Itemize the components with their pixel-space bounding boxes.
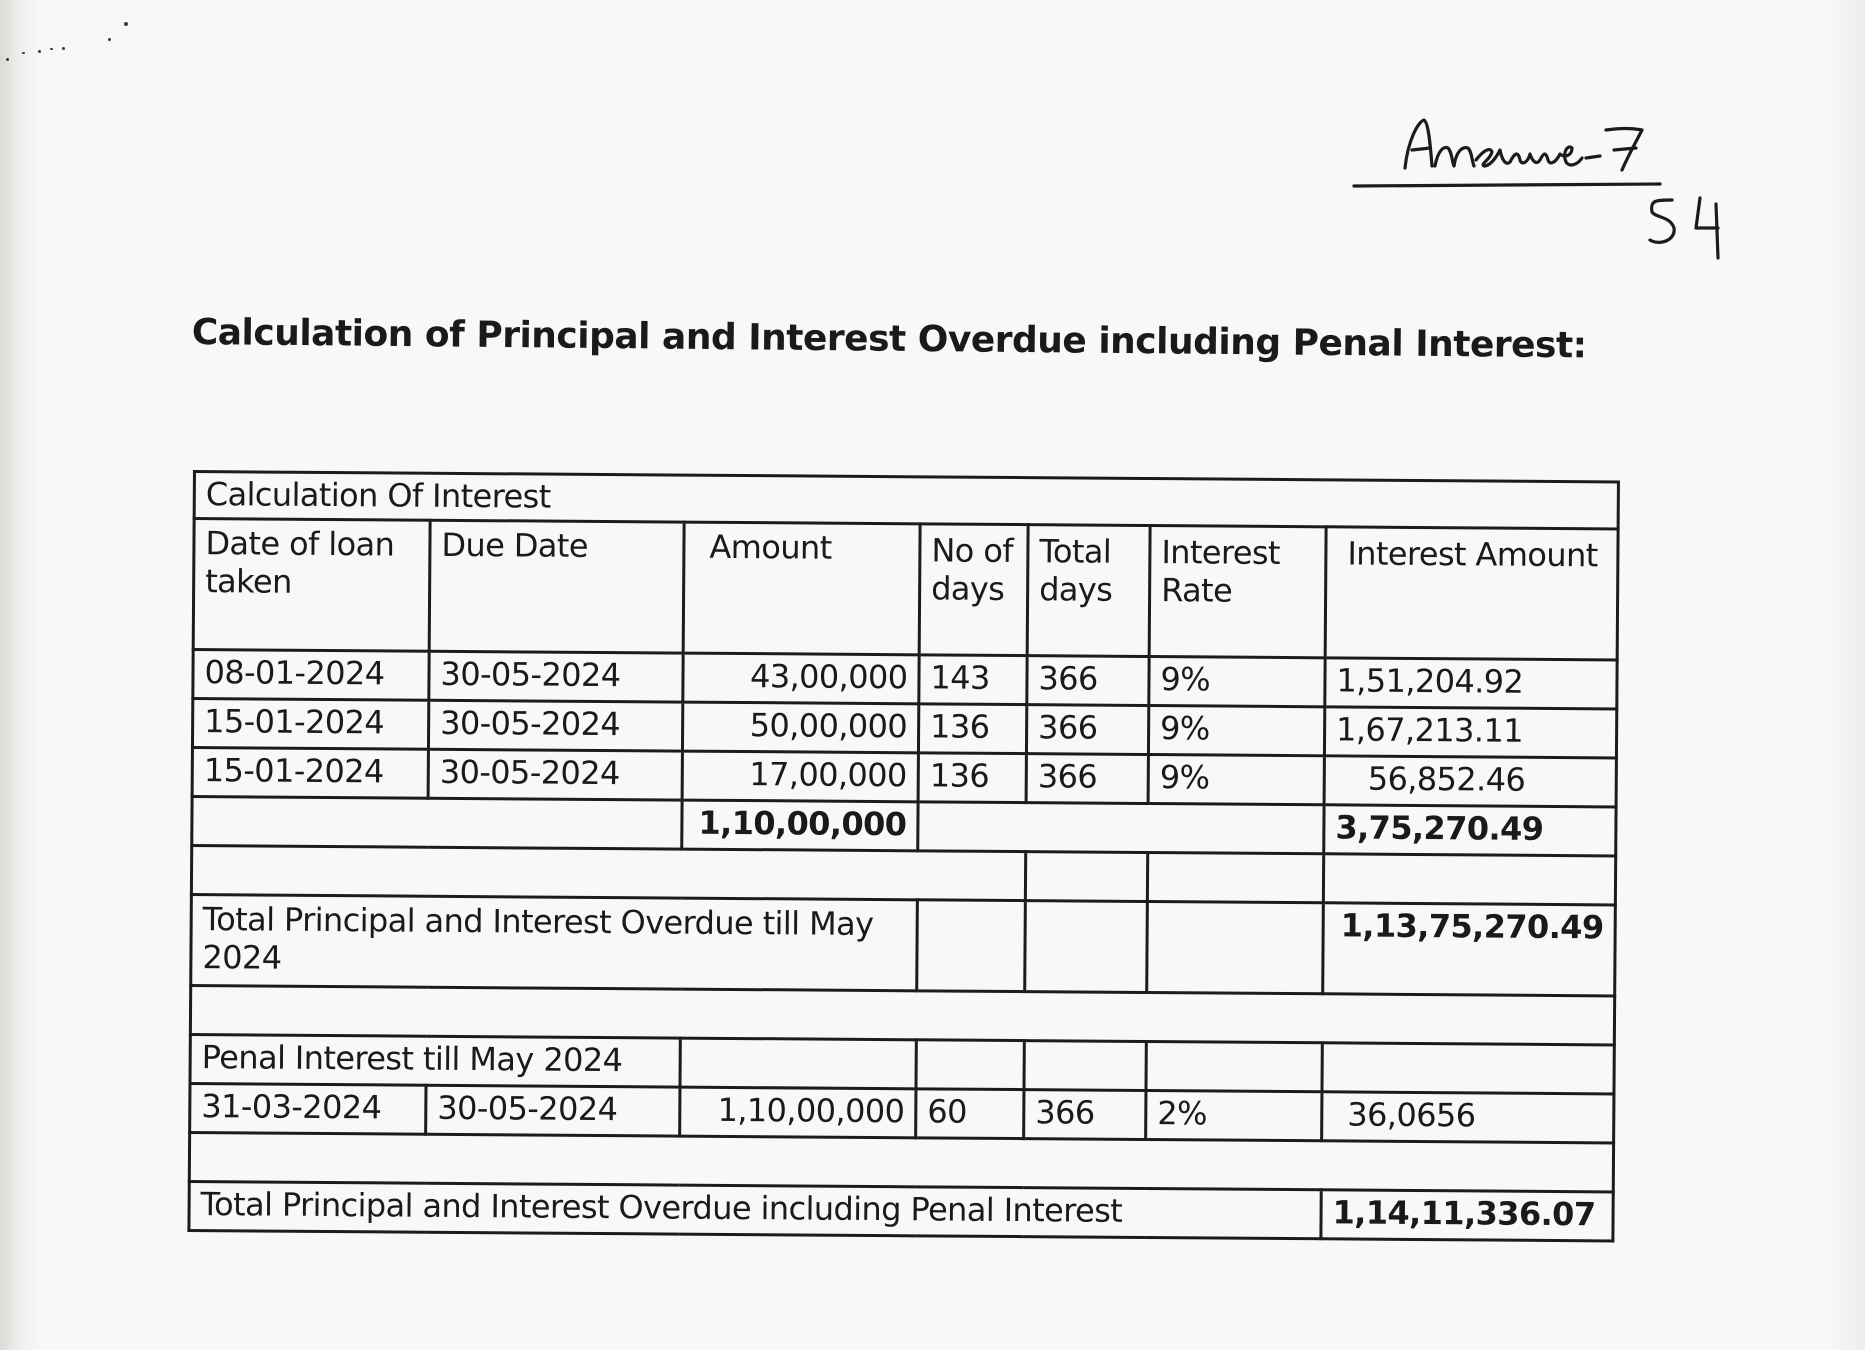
header-interest-rate: Interest Rate — [1149, 526, 1326, 658]
header-total-days: Total days — [1027, 525, 1150, 657]
no-of-days-cell: 136 — [918, 753, 1026, 803]
document-title: Calculation of Principal and Interest Overdue including Penal Interest: — [191, 312, 1587, 367]
interest-rate-cell: 9% — [1149, 657, 1325, 707]
blank-cell — [1147, 853, 1323, 903]
subtotal-blank-cell — [918, 802, 1324, 854]
blank-cell — [1146, 1042, 1322, 1092]
blank-cell — [1323, 854, 1615, 905]
total-overdue-label: Total Principal and Interest Overdue till May 2024 — [191, 894, 918, 990]
grand-total-value: 1,14,11,336.07 — [1321, 1190, 1613, 1241]
total-days-cell: 366 — [1026, 705, 1148, 755]
header-amount: Amount — [683, 522, 920, 655]
penal-total-days-cell: 366 — [1024, 1090, 1146, 1140]
header-date-of-loan: Date of loan taken — [193, 519, 430, 652]
due-date-cell: 30-05-2024 — [428, 749, 682, 800]
amount-cell: 50,00,000 — [682, 702, 918, 753]
total-overdue-row — [191, 894, 1616, 995]
interest-rate-cell: 9% — [1148, 706, 1324, 756]
total-days-cell: 366 — [1027, 656, 1149, 706]
grand-total-label: Total Principal and Interest Overdue including Penal Interest — [189, 1181, 1321, 1238]
scan-speck — [62, 47, 65, 50]
penal-interest-rate-cell: 2% — [1146, 1091, 1322, 1141]
penal-amount-cell: 1,10,00,000 — [680, 1087, 916, 1138]
interest-table-container — [187, 470, 1619, 1242]
loan-date-cell: 08-01-2024 — [193, 650, 429, 701]
header-due-date: Due Date — [429, 520, 684, 653]
scan-speck — [108, 38, 111, 41]
table-header-row — [193, 519, 1618, 660]
amount-cell: 17,00,000 — [682, 751, 918, 802]
blank-cell — [1025, 852, 1147, 902]
scan-speck — [50, 48, 53, 50]
annexure-signature-svg — [1360, 100, 1760, 270]
interest-amount-cell: 1,51,204.92 — [1325, 658, 1617, 709]
total-overdue-value: 1,13,75,270.49 — [1323, 903, 1616, 996]
blank-cell — [1322, 1043, 1614, 1094]
grand-total-row — [189, 1181, 1613, 1240]
interest-amount-cell: 1,67,213.11 — [1324, 707, 1616, 758]
penal-interest-amount-cell: 36,0656 — [1322, 1092, 1614, 1143]
due-date-cell: 30-05-2024 — [429, 651, 683, 702]
scan-speck — [38, 50, 41, 53]
blank-cell — [916, 1040, 1024, 1090]
blank-cell — [1147, 902, 1324, 994]
subtotal-interest: 3,75,270.49 — [1324, 805, 1616, 856]
scan-speck — [124, 22, 128, 26]
penal-due-date-cell: 30-05-2024 — [426, 1085, 680, 1136]
penal-loan-date-cell: 31-03-2024 — [190, 1083, 426, 1134]
header-interest-amount: Interest Amount — [1325, 527, 1618, 660]
table-section-title: Calculation Of Interest — [194, 472, 1618, 529]
interest-calculation-table — [187, 470, 1619, 1242]
blank-cell — [1024, 1041, 1146, 1091]
due-date-cell: 30-05-2024 — [428, 700, 682, 751]
loan-date-cell: 15-01-2024 — [192, 748, 428, 799]
blank-cell — [191, 846, 1025, 901]
interest-amount-cell: 56,852.46 — [1324, 756, 1616, 807]
amount-cell: 43,00,000 — [683, 653, 919, 704]
blank-cell — [917, 900, 1026, 992]
no-of-days-cell: 143 — [919, 655, 1027, 705]
total-days-cell: 366 — [1026, 754, 1148, 804]
subtotal-amount: 1,10,00,000 — [682, 800, 918, 851]
annexure-handwriting — [1360, 100, 1760, 270]
loan-date-cell: 15-01-2024 — [192, 699, 428, 750]
interest-rate-cell: 9% — [1148, 755, 1324, 805]
penal-no-of-days-cell: 60 — [916, 1089, 1024, 1139]
penal-interest-label: Penal Interest till May 2024 — [190, 1034, 680, 1087]
header-no-of-days: No of days — [919, 524, 1028, 656]
scan-speck — [22, 52, 25, 54]
blank-cell — [1025, 901, 1148, 993]
scan-speck — [6, 58, 9, 61]
no-of-days-cell: 136 — [918, 704, 1026, 754]
blank-cell — [680, 1038, 916, 1089]
subtotal-blank-cell — [192, 797, 682, 850]
